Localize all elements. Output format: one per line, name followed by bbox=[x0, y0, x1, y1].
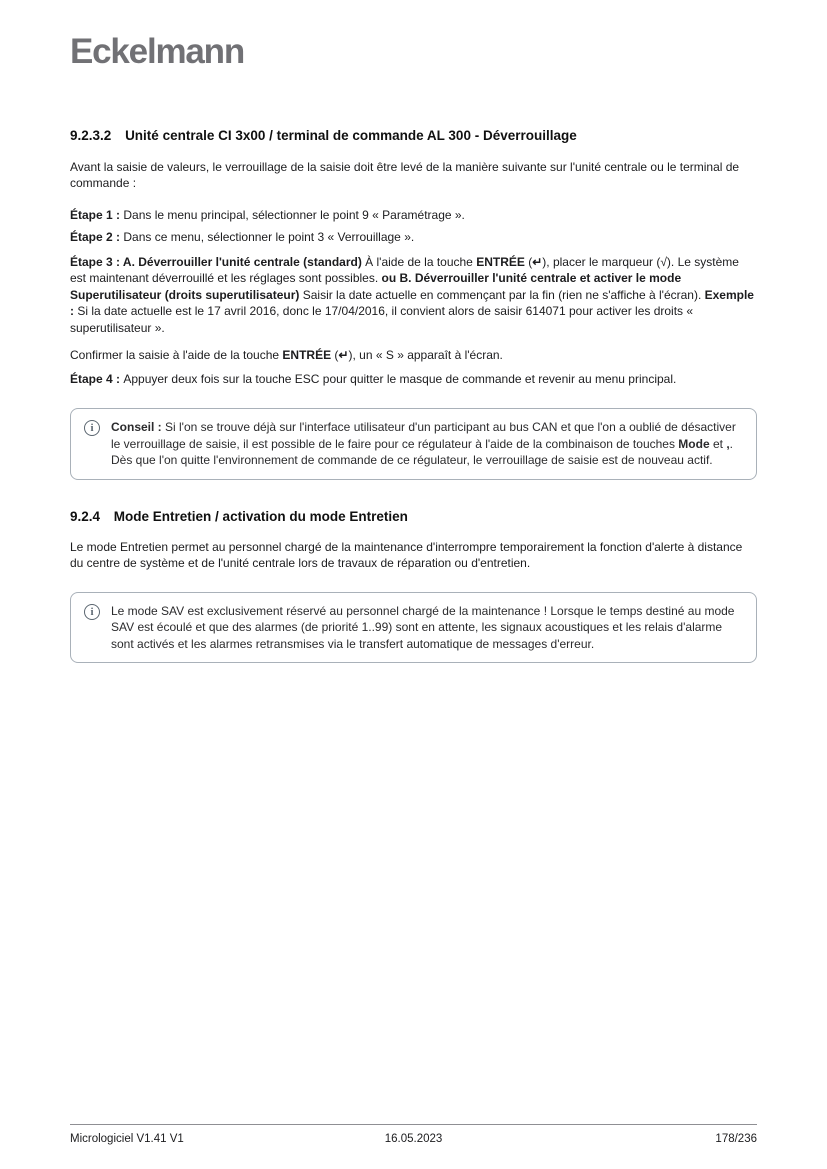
footer-date: 16.05.2023 bbox=[384, 1133, 443, 1145]
footer-firmware-version: Micrologiciel V1.41 V1 bbox=[70, 1133, 184, 1145]
confirm-paragraph: Confirmer la saisie à l'aide de la touche ENTRÉE (↵), un « S » apparaît à l'écran. bbox=[70, 348, 503, 363]
section-number: 9.2.4 bbox=[70, 508, 101, 524]
page-content bbox=[0, 128, 827, 664]
section-heading-unlock bbox=[70, 128, 757, 143]
info-icon: i bbox=[84, 420, 100, 436]
page-footer bbox=[70, 1124, 757, 1145]
service-mode-paragraph: Le mode Entretien permet au personnel chargé de la maintenance d'interrompre temporairement la fonction d'alerte à distance du centre de système et de l'unité centrale lors de travaux de réparation ou d'entretien. bbox=[70, 539, 743, 571]
info-icon: i bbox=[84, 604, 100, 620]
step-3-paragraph: Étape 3 : A. Déverrouiller l'unité centrale (standard) À l'aide de la touche ENTRÉE (↵), placer le marqueur (√). Le système est maintenant déverrouillé et les réglages sont possibles. ou B. Déverrouiller l'unité centrale et activer le mode Superutilisateur (droits superutilisateur) Saisir la date actuelle en commençant par la fin (rien ne s'affiche à l'écran). Exemple : Si la date actuelle est le 17 avril 2016, donc le 17/04/2016, il convient alors de saisir 614071 pour activer les droits « superutilisateur ». bbox=[70, 254, 754, 335]
section-number: 9.2.3.2 bbox=[70, 127, 112, 143]
tip-text: Conseil : Si l'on se trouve déjà sur l'interface utilisateur d'un participant au bus CAN et que l'on a oublié de désactiver le verrouillage de saisie, il est possible de le faire pour ce régulateur à l'aide de la combinaison de touches Mode et ,. Dès que l'on quitte l'environnement de commande de ce régulateur, le verrouillage de saisie est de nouveau actif. bbox=[111, 420, 736, 468]
step-2-paragraph: Étape 2 : Dans ce menu, sélectionner le point 3 « Verrouillage ». bbox=[70, 230, 415, 245]
section-title: Mode Entretien / activation du mode Entretien bbox=[113, 508, 408, 524]
footer-page-number: 178/236 bbox=[715, 1133, 757, 1145]
footer-row bbox=[70, 1125, 757, 1145]
section-title: Unité centrale CI 3x00 / terminal de commande AL 300 - Déverrouillage bbox=[125, 127, 577, 143]
service-note-box bbox=[70, 592, 757, 664]
step-4-paragraph: Étape 4 : Appuyer deux fois sur la touche ESC pour quitter le masque de commande et revenir au menu principal. bbox=[70, 371, 677, 386]
service-note-text: Le mode SAV est exclusivement réservé au personnel chargé de la maintenance ! Lorsque le temps destiné au mode SAV est écoulé et que des alarmes (de priorité 1..99) sont en attente, les signaux acoustiques et les relais d'alarme sont activés et les alarmes retransmises via le transfert automatique de messages d'erreur. bbox=[111, 603, 735, 651]
step-1-paragraph: Étape 1 : Dans le menu principal, sélectionner le point 9 « Paramétrage ». bbox=[70, 207, 465, 222]
tip-box bbox=[70, 408, 757, 480]
section-heading-service-mode bbox=[70, 509, 757, 524]
company-logo: Eckelmann bbox=[70, 32, 245, 71]
page-header bbox=[0, 0, 827, 71]
intro-paragraph: Avant la saisie de valeurs, le verrouillage de la saisie doit être levé de la manière suivante sur l'unité centrale ou le terminal de commande : bbox=[70, 159, 740, 191]
